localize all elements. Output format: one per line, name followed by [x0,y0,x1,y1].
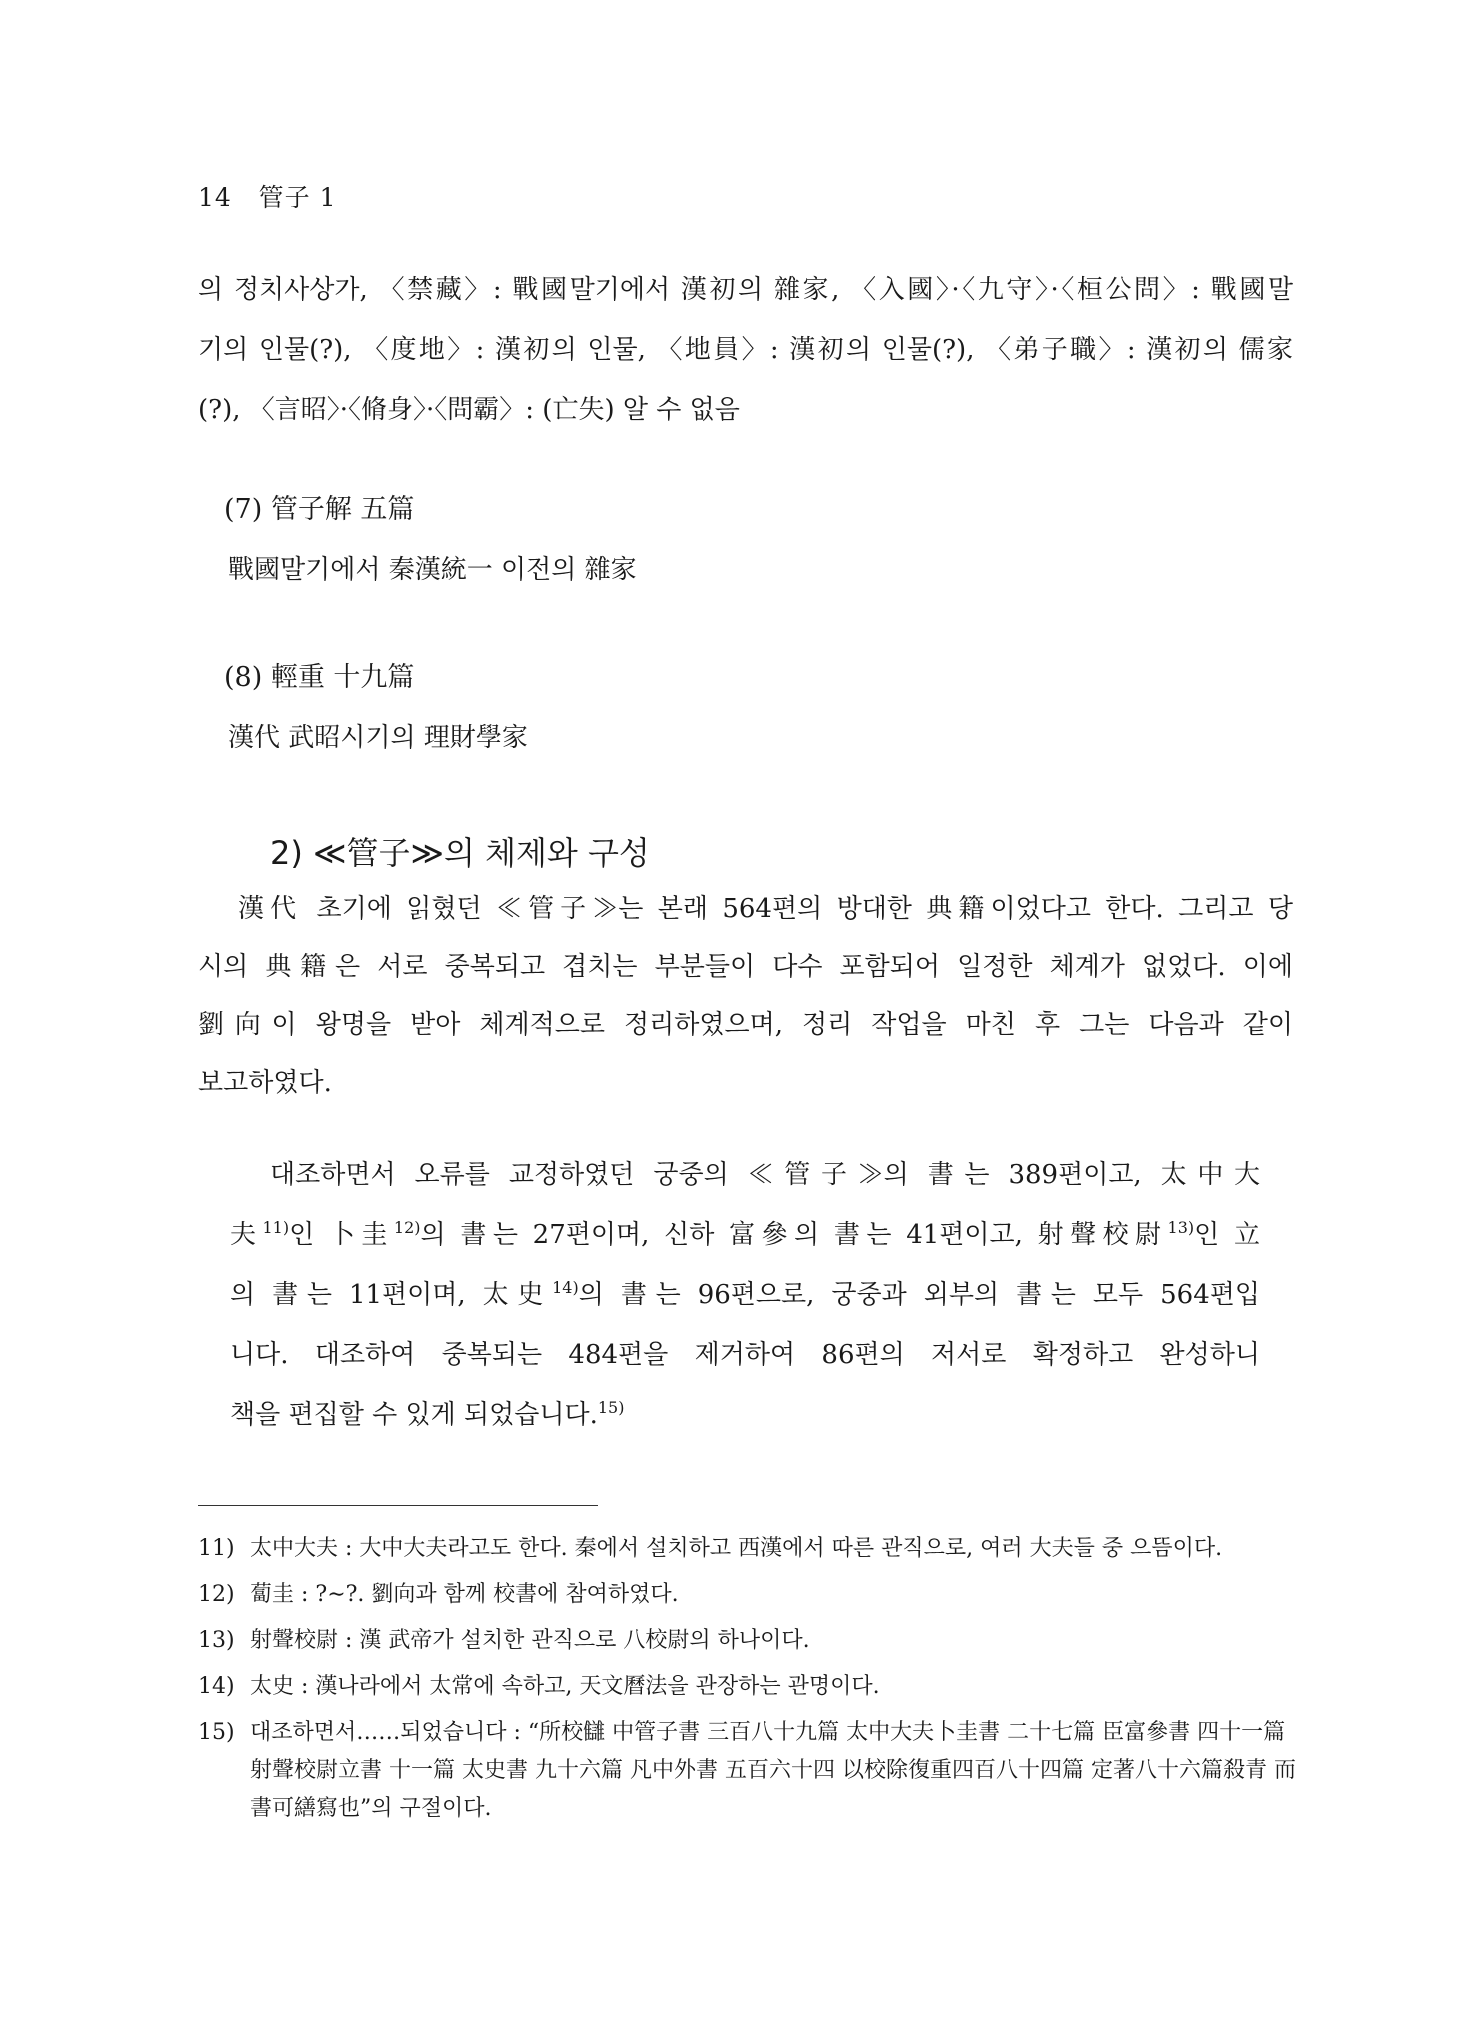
section-body-7: 戰國말기에서 秦漢統一 이전의 雜家 [228,555,637,585]
quote-text: 인 卜圭 [289,1220,394,1250]
footnote-text: 蔔圭 : ?∼?. 劉向과 함께 校書에 참여하였다. [250,1582,679,1607]
footnote-ref-15[interactable]: 15) [597,1398,625,1417]
section-heading-8: (8) 輕重 十九篇 [224,662,415,693]
section-body-8: 漢代 武昭시기의 理財學家 [228,723,528,753]
footnote-text: 太史 : 漢나라에서 太常에 속하고, 天文曆法을 관장하는 관명이다. [250,1674,880,1699]
quote-line [230,1205,1260,1265]
footnote-ref-11[interactable]: 11) [262,1218,290,1237]
footnote-15 [198,1714,1296,1828]
quote-line: 대조하면서 오류를 교정하였던 궁중의 ≪管子≫의 書는 389편이고, 太中大 [270,1160,1260,1190]
quote-text: 의 書는 96편으로, 궁중과 외부의 書는 모두 564편입 [578,1280,1260,1310]
footnote-number: 14) [198,1674,235,1699]
subsection-heading: 2) ≪管子≫의 체제와 구성 [270,834,650,872]
quote-text: 夫 [230,1220,263,1250]
quote-line [230,1265,1260,1325]
body-line: 漢代 초기에 읽혔던 ≪管子≫는 본래 564편의 방대한 典籍이었다고 한다. 그리고 당 [238,894,1293,924]
intro-line: 기의 인물(?), 〈度地〉: 漢初의 인물, 〈地員〉: 漢初의 인물(?), 〈弟子職〉: 漢初의 儒家 [198,335,1293,365]
quote-line [230,1385,1260,1445]
footnote-number: 13) [198,1628,235,1653]
body-line: 보고하였다. [198,1068,332,1098]
page-number: 14 [198,183,232,212]
page-header [198,178,337,214]
running-title: 管子 1 [258,183,337,212]
footnote-text: 射聲校尉 : 漢 武帝가 설치한 관직으로 八校尉의 하나이다. [250,1628,810,1653]
footnote-text: 太中大夫 : 大中大夫라고도 한다. 秦에서 설치하고 西漢에서 따른 관직으로, 여러 大夫들 중 으뜸이다. [250,1536,1223,1561]
quote-text: 책을 편집할 수 있게 되었습니다. [230,1400,598,1430]
quote-text: 의 書는 27편이며, 신하 富參의 書는 41편이고, 射聲校尉 [420,1220,1168,1250]
footnote-divider [198,1505,598,1506]
footnote-11 [198,1530,1296,1568]
quote-text: 인 立 [1194,1220,1260,1250]
intro-paragraph [198,260,1293,440]
section-heading-7: (7) 管子解 五篇 [224,494,415,525]
footnote-13 [198,1622,1296,1660]
quote-line: 니다. 대조하여 중복되는 484편을 제거하여 86편의 저서로 확정하고 완성하니 [230,1340,1260,1370]
footnote-number: 12) [198,1582,235,1607]
intro-line: 의 정치사상가, 〈禁藏〉: 戰國말기에서 漢初의 雜家, 〈入國〉·〈九守〉·〈桓公問〉: 戰國말 [198,275,1293,305]
footnote-text: 대조하면서……되었습니다 : “所校讎 中管子書 三百八十九篇 太中大夫卜圭書 二十七篇 臣富參書 四十一篇 射聲校尉立書 十一篇 太史書 九十六篇 凡中外書 五百六十四 以校除復重四百八十四篇 定著八十六篇殺青 而書可繕寫也”의 구절이다. [250,1720,1296,1821]
intro-line: (?), 〈言昭〉·〈脩身〉·〈問霸〉: (亡失) 알 수 없음 [198,395,740,425]
body-line: 시의 典籍은 서로 중복되고 겹치는 부분들이 다수 포함되어 일정한 체계가 없었다. 이에 [198,952,1293,982]
footnote-number: 15) [198,1720,235,1745]
footnote-ref-12[interactable]: 12) [393,1218,421,1237]
footnote-number: 11) [198,1536,235,1561]
footnotes [198,1530,1296,1836]
body-paragraph [198,880,1293,1112]
quote-text: 의 書는 11편이며, 太史 [230,1280,553,1310]
quotation-block [230,1145,1260,1445]
body-line: 劉向이 왕명을 받아 체계적으로 정리하였으며, 정리 작업을 마친 후 그는 다음과 같이 [198,1010,1293,1040]
footnote-ref-13[interactable]: 13) [1167,1218,1195,1237]
footnote-12 [198,1576,1296,1614]
footnote-ref-14[interactable]: 14) [552,1278,579,1297]
footnote-14 [198,1668,1296,1706]
